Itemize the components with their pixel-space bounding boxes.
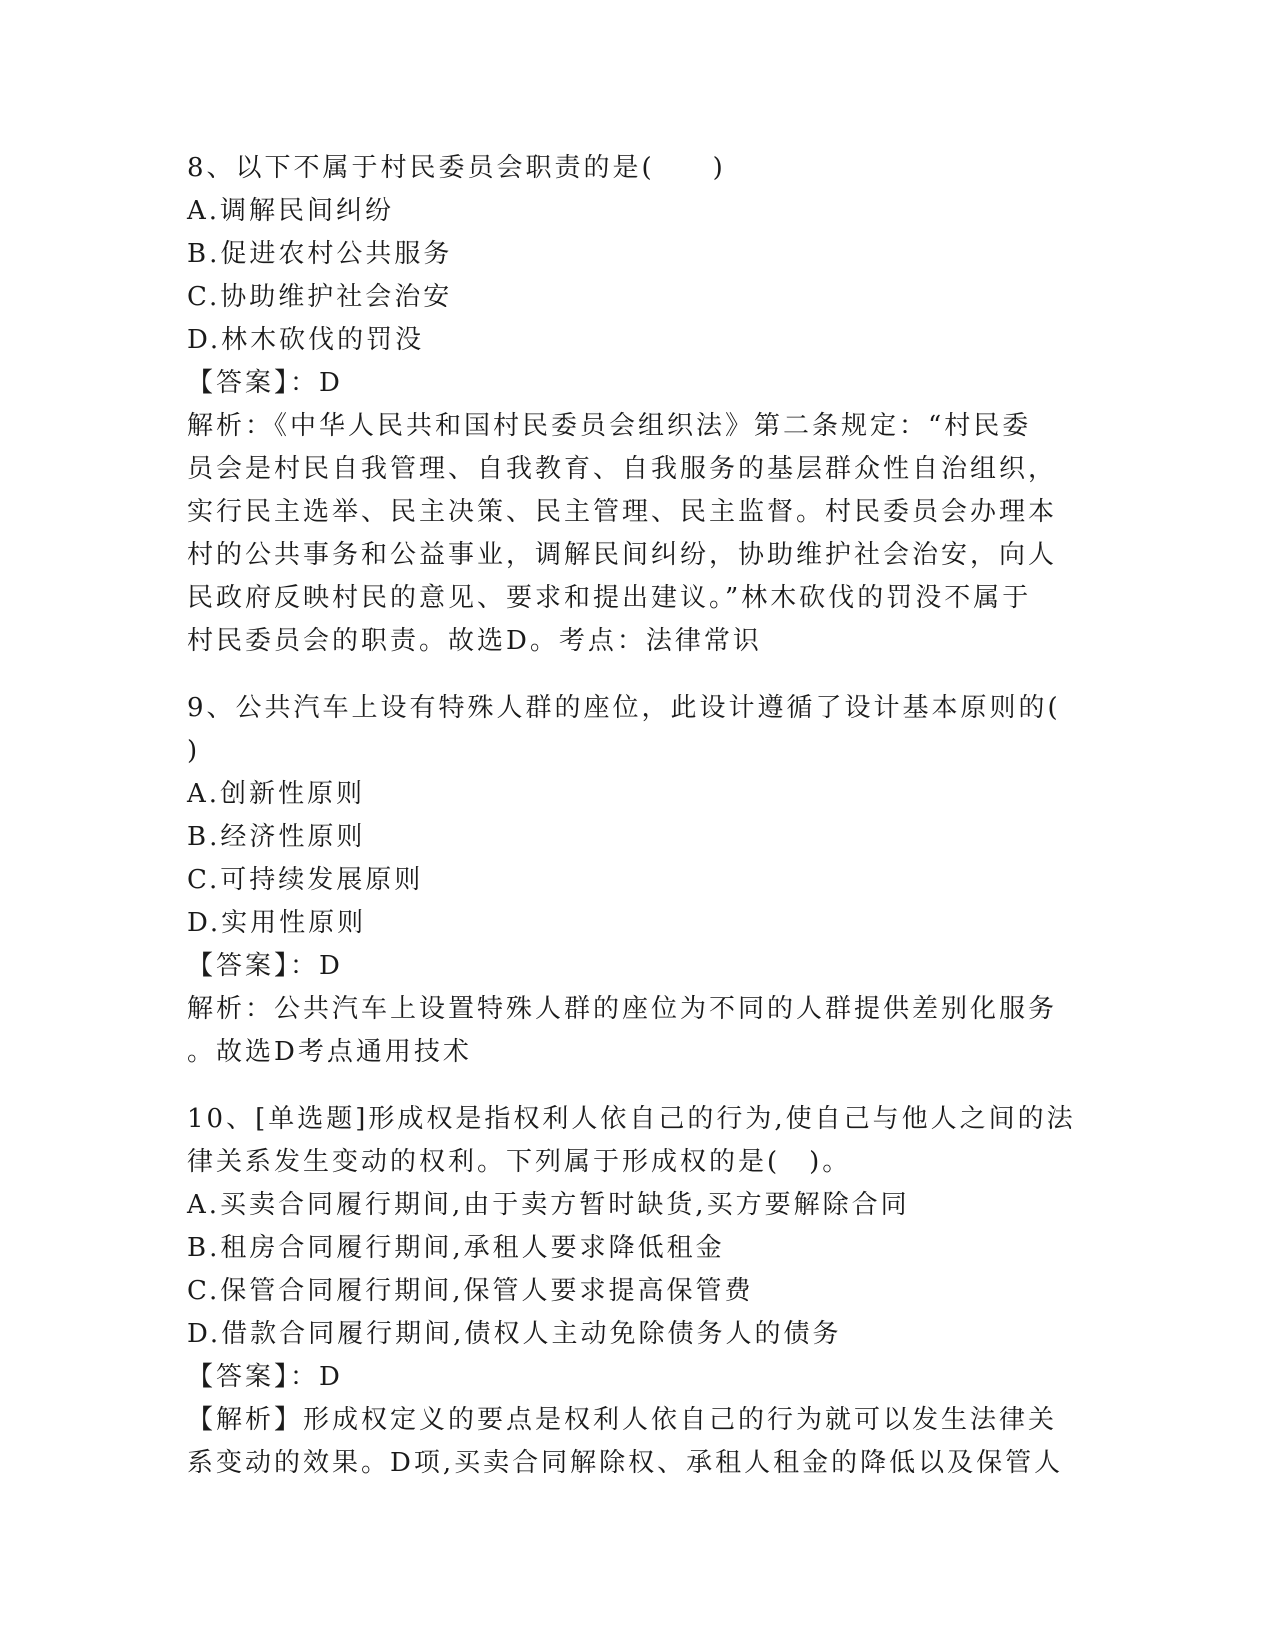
analysis-line: 村民委员会的职责。故选D。考点：法律常识 [187, 626, 762, 656]
question-8 [187, 147, 1067, 663]
option-c: C.协助维护社会治安 [187, 282, 453, 312]
option-d: D.借款合同履行期间,债权人主动免除债务人的债务 [187, 1319, 842, 1349]
document-content [187, 147, 1076, 1485]
analysis-line: 民政府反映村民的意见、要求和提出建议。”林木砍伐的罚没不属于 [187, 583, 1032, 613]
analysis-line: 实行民主选举、民主决策、民主管理、民主监督。村民委员会办理本 [187, 497, 1058, 527]
option-a: A.调解民间纠纷 [187, 196, 395, 226]
question-stem: ) [187, 736, 201, 766]
analysis-line: 村的公共事务和公益事业，调解民间纠纷，协助维护社会治安，向人 [187, 540, 1058, 570]
answer: 【答案】：D [187, 1362, 343, 1392]
question-9 [187, 687, 1067, 1074]
analysis-line: 。故选D考点通用技术 [187, 1037, 472, 1067]
question-stem: 律关系发生变动的权利。下列属于形成权的是( )。 [187, 1147, 852, 1177]
analysis-line: 【解析】形成权定义的要点是权利人依自己的行为就可以发生法律关 [187, 1405, 1058, 1435]
answer: 【答案】：D [187, 368, 343, 398]
option-c: C.可持续发展原则 [187, 865, 424, 895]
question-stem: 8、以下不属于村民委员会职责的是( ) [187, 153, 726, 183]
answer: 【答案】：D [187, 951, 343, 981]
option-b: B.经济性原则 [187, 822, 366, 852]
option-b: B.租房合同履行期间,承租人要求降低租金 [187, 1233, 725, 1263]
analysis-line: 系变动的效果。D项,买卖合同解除权、承租人租金的降低以及保管人 [187, 1448, 1064, 1478]
analysis-line: 解析：《中华人民共和国村民委员会组织法》第二条规定：“村民委 [187, 411, 1032, 441]
option-d: D.林木砍伐的罚没 [187, 325, 425, 355]
option-c: C.保管合同履行期间,保管人要求提高保管费 [187, 1276, 754, 1306]
question-stem: 9、公共汽车上设有特殊人群的座位，此设计遵循了设计基本原则的( [187, 693, 1061, 723]
analysis-line: 员会是村民自我管理、自我教育、自我服务的基层群众性自治组织， [187, 454, 1058, 484]
option-a: A.买卖合同履行期间,由于卖方暂时缺货,买方要解除合同 [187, 1190, 910, 1220]
option-b: B.促进农村公共服务 [187, 239, 453, 269]
analysis-line: 解析：公共汽车上设置特殊人群的座位为不同的人群提供差别化服务 [187, 994, 1058, 1024]
option-d: D.实用性原则 [187, 908, 367, 938]
option-a: A.创新性原则 [187, 779, 366, 809]
question-10 [187, 1098, 1076, 1485]
spacer [187, 663, 1067, 687]
spacer [187, 1074, 1067, 1098]
question-stem: 10、[单选题]形成权是指权利人依自己的行为,使自己与他人之间的法 [187, 1104, 1076, 1134]
